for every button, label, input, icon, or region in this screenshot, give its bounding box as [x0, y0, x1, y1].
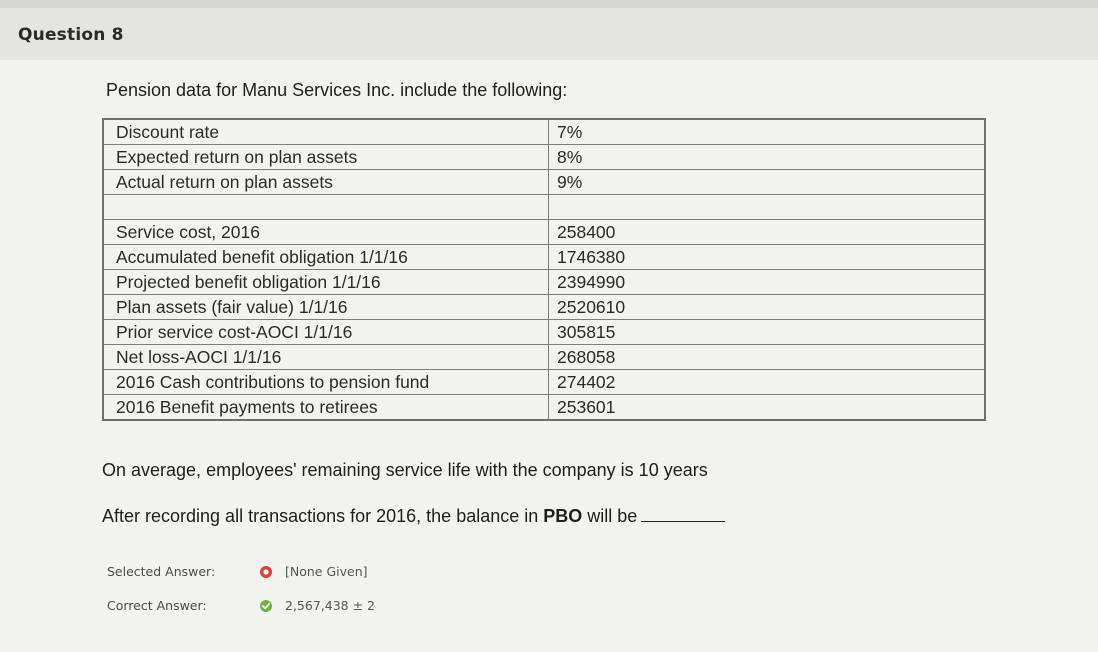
row-label: Service cost, 2016 — [103, 220, 549, 245]
top-rule — [0, 0, 1098, 8]
correct-answer-value: 2,567,438 ± 2 — [285, 598, 375, 613]
row-value: 258400 — [549, 220, 986, 245]
table-row — [103, 245, 985, 270]
table-row — [103, 170, 985, 195]
row-label: Expected return on plan assets — [103, 145, 549, 170]
question-content — [0, 60, 1098, 652]
correct-answer-label: Correct Answer: — [107, 598, 207, 613]
correct-icon — [259, 599, 273, 613]
row-label: Projected benefit obligation 1/1/16 — [103, 270, 549, 295]
row-label: Prior service cost-AOCI 1/1/16 — [103, 320, 549, 345]
row-value: 9% — [549, 170, 986, 195]
table-row — [103, 320, 985, 345]
row-value: 253601 — [549, 395, 986, 421]
row-label: 2016 Cash contributions to pension fund — [103, 370, 549, 395]
question-intro: Pension data for Manu Services Inc. include the following: — [106, 80, 568, 100]
row-label: Plan assets (fair value) 1/1/16 — [103, 295, 549, 320]
table-row — [103, 370, 985, 395]
row-label: Discount rate — [103, 119, 549, 145]
row-value: 7% — [549, 119, 986, 145]
blank-cell — [549, 195, 986, 220]
table-row — [103, 220, 985, 245]
table-row — [103, 395, 985, 421]
row-label: Actual return on plan assets — [103, 170, 549, 195]
blank-cell — [103, 195, 549, 220]
pbo-question-suffix: will be — [582, 506, 638, 526]
selected-answer-value: [None Given] — [285, 564, 368, 579]
table-row — [103, 145, 985, 170]
service-life-note: On average, employees' remaining service life with the company is 10 years — [102, 460, 708, 480]
pbo-question — [102, 506, 725, 527]
correct-answer-row — [107, 598, 375, 613]
answer-blank — [641, 521, 725, 522]
selected-answer-label: Selected Answer: — [107, 564, 216, 579]
row-label: Accumulated benefit obligation 1/1/16 — [103, 245, 549, 270]
blank-row — [103, 195, 985, 220]
row-value: 305815 — [549, 320, 986, 345]
row-value: 1746380 — [549, 245, 986, 270]
row-value: 2520610 — [549, 295, 986, 320]
table-row — [103, 295, 985, 320]
row-label: 2016 Benefit payments to retirees — [103, 395, 549, 421]
question-title: Question 8 — [18, 25, 124, 45]
pbo-question-prefix: After recording all transactions for 2016, the balance in — [102, 506, 544, 526]
question-header — [0, 8, 1098, 61]
selected-answer-row — [107, 564, 368, 579]
row-value: 268058 — [549, 345, 986, 370]
table-row — [103, 119, 985, 145]
row-label: Net loss-AOCI 1/1/16 — [103, 345, 549, 370]
row-value: 2394990 — [549, 270, 986, 295]
incorrect-icon — [259, 565, 273, 579]
pension-data-table — [102, 118, 986, 421]
table-row — [103, 345, 985, 370]
table-row — [103, 270, 985, 295]
row-value: 8% — [549, 145, 986, 170]
row-value: 274402 — [549, 370, 986, 395]
pbo-term: PBO — [543, 506, 583, 526]
